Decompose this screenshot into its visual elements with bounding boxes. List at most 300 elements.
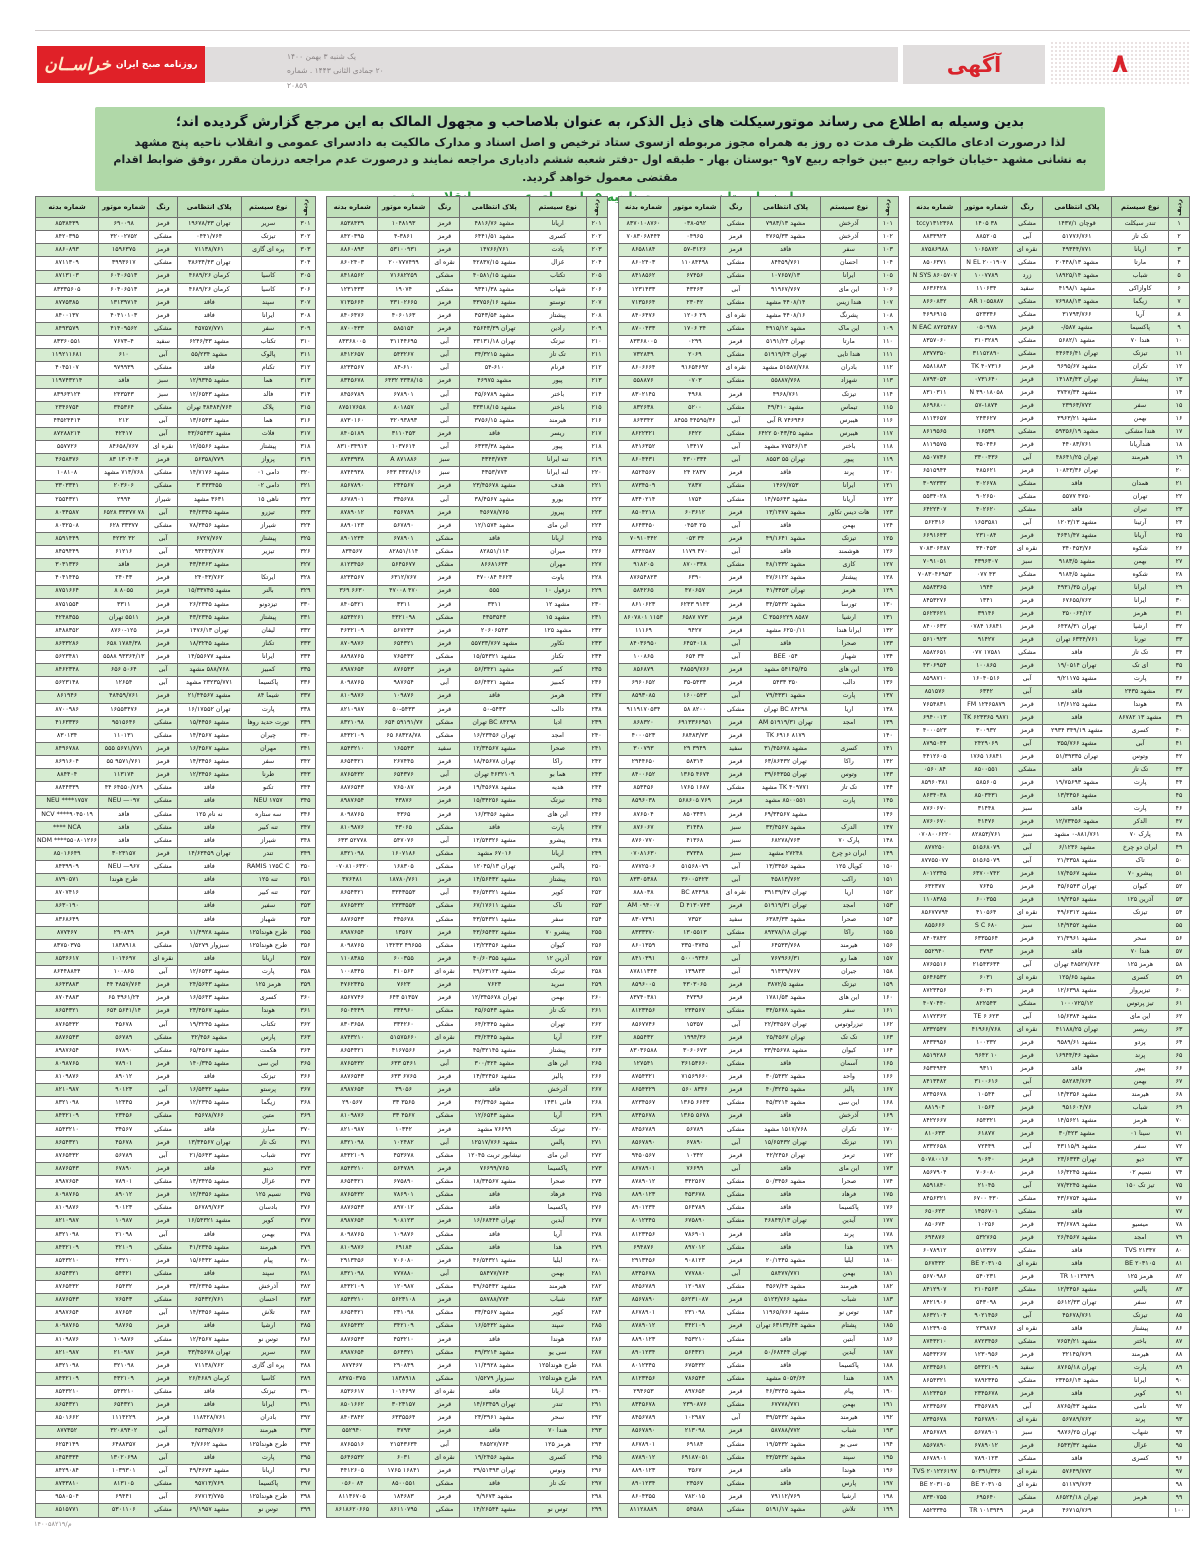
table-cell: ۸۹۸۷۶۵۴ (327, 795, 378, 808)
table-cell: نقره ای (1012, 907, 1042, 920)
table-cell: ۱۱۶ (877, 414, 898, 427)
table-cell: ۸۸۷۶۵۴۳ (36, 1031, 99, 1044)
table-cell: مشهد ۲۰/۱۳۴۵ (751, 1254, 821, 1267)
table-cell: احسان (241, 1294, 295, 1307)
table-row (327, 782, 607, 795)
table-cell: ۸۵۶۷۷۴۶ (327, 992, 378, 1005)
table-cell: ۵۱۱۷۹/۷۶۴ (1042, 1479, 1112, 1492)
table-cell: ۹۱۴۳ ۶۲۳۳ (669, 598, 721, 611)
table-cell: مشکی (721, 559, 751, 572)
table-cell: ۸۵۹۶۰۰۵ (618, 979, 669, 992)
table-cell: سفر (241, 323, 295, 336)
table-cell: امجد (821, 716, 878, 729)
table-cell: مشهد ۳۴/۵۴۳۲ (751, 598, 821, 611)
table-cell: ۵۱۷۷۶/۷۶۱ (1042, 231, 1112, 244)
table-cell: ۷۷ (1169, 1206, 1190, 1219)
table-cell: ۸۵۲۳۳۴۵ (909, 1505, 960, 1518)
table-cell: مشهد ۱۲/۶۳۹۸ (1042, 985, 1112, 998)
table-cell: هما (241, 414, 295, 427)
table-row (36, 598, 316, 611)
table-cell: تهران ۳۹/۵۱۳۹۳ (459, 1464, 529, 1477)
table-cell: قرمز (1012, 1050, 1042, 1063)
table-cell: ۱۰ (1169, 335, 1190, 348)
table-cell: D ۴۱۳۰۷۴۳ (669, 900, 721, 913)
table-cell: مشهد ۳۳/۲۳۴۵ (177, 1281, 241, 1294)
table-row (909, 426, 1189, 439)
table-row (36, 1149, 316, 1162)
table-cell: ۲۰۳ (586, 244, 607, 257)
table-cell: ۳۶۵ (295, 1058, 316, 1071)
table-cell: ۸۵۸۱۸۸۴ (909, 361, 960, 374)
table-cell: ۸۵۰۱۶۶۴۹ (36, 848, 99, 861)
table-cell: ۸۳۲۱۰۹۸ (36, 1359, 99, 1372)
vehicle-table-group-4 (35, 196, 316, 1518)
table-cell: تهران ۴۶۸۴۴/۱۳ (751, 1215, 821, 1228)
table-cell: مشهد ۶۹/۳۴۵۶۷ (751, 808, 821, 821)
table-cell: آبی (1012, 1180, 1042, 1193)
table-cell: ۱۰۳ (877, 244, 898, 257)
table-cell: ۳۹۸ (295, 1491, 316, 1504)
table-cell: ایرتکا (241, 572, 295, 585)
table-cell: این مای (529, 519, 586, 532)
table-cell (149, 887, 177, 900)
table-cell: مشهد ۷۷/۳۲۴۵ (1042, 1180, 1112, 1193)
table-cell: ۸۵۰۱۶۶۲ (327, 1399, 378, 1412)
table-cell: ۸۴۱۲۹۰۷ (909, 1284, 960, 1297)
table-cell: ۳۲۶ (295, 546, 316, 559)
table-cell: تهران ۱۲۰۴۵/۱۳ (459, 861, 529, 874)
notice-box (95, 107, 1105, 191)
table-row (909, 959, 1189, 972)
table-cell: ۳۹۲ (295, 1412, 316, 1425)
table-row (327, 244, 607, 257)
table-cell: آبی (721, 939, 751, 952)
table-cell: ۴۹ (1169, 842, 1190, 855)
table-cell: ۸۶۳۳۴۲ (618, 414, 669, 427)
table-cell (1112, 1505, 1169, 1518)
table-cell: ۲۶۷۴۴۵ (378, 756, 430, 769)
table-cell: راکا (821, 926, 878, 939)
table-cell: ۵۵۷۷۲۶ (36, 441, 99, 454)
table-row (327, 664, 607, 677)
table-cell: مشهد ۴۵۴۳/۵۴ (459, 309, 529, 322)
table-cell: تهران ۸۶۵۲۴/۱۸ (1042, 1492, 1112, 1505)
table-row (618, 323, 898, 336)
table-cell: نسیم ۱۲۵ (241, 1189, 295, 1202)
table-cell: مشهد ۶۷/۱۷۶۱۱ (459, 900, 529, 913)
table-cell: ۱۵۷ (877, 953, 898, 966)
table-cell: مشهد ۶/۱۲۳۶ (1042, 842, 1112, 855)
table-cell: مشکی (430, 716, 460, 729)
table-row (909, 1323, 1189, 1336)
table-cell: ۸۶۴۳۴۵۰ (618, 519, 669, 532)
table-cell: تیزتک (821, 1136, 878, 1149)
table-cell: ۷۷۷۸۸۰ (669, 1268, 721, 1281)
column-header: ردیف (877, 197, 898, 218)
table-cell: ۶ (1169, 283, 1190, 296)
column-header: پلاک انتظامی (1042, 197, 1112, 218)
table-cell: ۴۰۰۰۵۲۳ (909, 725, 960, 738)
table-cell: ۸۳۷۷۳۵۰ (909, 348, 960, 361)
table-cell: مشکی (149, 401, 177, 414)
table-cell: مشکی (149, 1110, 177, 1123)
table-cell: زیگما (241, 1097, 295, 1110)
table-cell: ۱۱۹۲۱۱۶۸۱ (36, 349, 99, 362)
table-cell: دینو (241, 1163, 295, 1176)
column-header: ردیف (586, 197, 607, 218)
table-cell: ۱۵۰ (877, 861, 898, 874)
table-cell: ۱۷۷ (877, 1215, 898, 1228)
table-cell: ۸۴۲۹۰۸۴ (36, 1464, 99, 1477)
table-cell: قرمز (430, 979, 460, 992)
table-cell: ۵۸۴۷۷/۷۶۴ (459, 1268, 529, 1281)
table-cell: قرمز (721, 611, 751, 624)
table-cell: ۴۳۴۳/۷۷۳ (459, 454, 529, 467)
table-cell: تهران ۵۵ ۸۵۵۳ (751, 454, 821, 467)
table-cell: هوندا (241, 1005, 295, 1018)
table-cell: تلاش (821, 1504, 878, 1518)
table-cell: ۸۴۰۰۶۳۲ (909, 621, 960, 634)
table-cell: نقره ای (430, 1386, 460, 1399)
table-cell: ۸۳۲۱۰۹۸ (327, 1136, 378, 1149)
table-cell: ۴۸ (1169, 829, 1190, 842)
table-row (36, 467, 316, 480)
table-cell: مشهد ۴/۷۶۶۲ (177, 1438, 241, 1451)
table-cell: مشهد ۲۴۳۵ (1112, 686, 1169, 699)
table-cell: ۳۵۷ (295, 953, 316, 966)
table-cell: ۶۶ (1169, 1063, 1190, 1076)
table-cell: مشهد ۱۳/۱۴۷۷ (751, 506, 821, 519)
table-cell: مشهد ۱۳/۳۴۲۵ (177, 1176, 241, 1189)
table-cell: باختر (529, 388, 586, 401)
table-cell: ۳۰۲۶۷۸ (960, 478, 1012, 491)
table-cell: ۴۱۹۶۶/۷۶۸ (960, 1024, 1012, 1037)
vehicle-table-group-2 (618, 196, 899, 1518)
table-cell: آبی (1012, 673, 1042, 686)
table-cell: نقره ای (721, 362, 751, 375)
table-cell: ۲۴۵ (586, 795, 607, 808)
table-cell: ۷۸۶۹۰۱ (378, 1189, 430, 1202)
table-row (327, 1504, 607, 1518)
table-cell: ۶۵۰۴۴۴۹ (327, 1005, 378, 1018)
table-row (36, 1281, 316, 1294)
table-row (36, 848, 316, 861)
table-cell: مشهد ۴۹۱۵/۱۲ (751, 323, 821, 336)
table-cell: تهران ۳۸۶۳۴/۴۳ (177, 257, 241, 270)
table-cell: تنه ایرانا (529, 454, 586, 467)
table-cell: tccy۱۳۱۲۳۶۸ (909, 218, 960, 231)
table-cell: تهران ۵۱/۳۹۳۳۵ (1042, 751, 1112, 764)
table-cell: ۲۹۹ (586, 1504, 607, 1518)
table-cell: مشهد ۳۶/۵۴۳۲۱ (459, 887, 529, 900)
table-row (36, 756, 316, 769)
table-cell: ۸۳۴۵۶۷۸ (327, 375, 378, 388)
table-cell: ۵۵۸۸۷۶ (618, 375, 669, 388)
table-cell: ۵۸۴۷۷/۷۷۱ (751, 1268, 821, 1281)
table-cell: ۸۱۲۳۹۰۵ (909, 1323, 960, 1336)
table-cell: ۲۸۶ (586, 1333, 607, 1346)
table-cell: ۱۳۰۲۰۶۹۸ (99, 1451, 149, 1464)
table-cell: این های (529, 808, 586, 821)
table-cell: ۸۱۳۱۰۵ (99, 1478, 149, 1491)
table-cell: ۶۴۲۲ (669, 428, 721, 441)
table-cell: توستو (529, 296, 586, 309)
table-cell: ۳۳۷ (295, 690, 316, 703)
table-row (909, 1089, 1189, 1102)
table-cell: ۸۳۱۰۳۱۱ (909, 387, 960, 400)
table-cell: ۵۲۳۳۴۶ (960, 309, 1012, 322)
table-cell: ۳۳۵۰۳۷۴۵ (669, 939, 721, 952)
table-cell: هرمز (1112, 1115, 1169, 1128)
table-cell: ۸۷۶۵۴۳۲ (36, 1281, 99, 1294)
table-cell: قرمز (1012, 322, 1042, 335)
table-row (36, 1464, 316, 1477)
table-cell: نقره ای (430, 966, 460, 979)
table-cell: هدا (529, 1241, 586, 1254)
table-cell: ۸۶۰۲۴۰۳ (327, 257, 378, 270)
table-cell: ۸۱۱۲۸۸۸۹ (618, 1504, 669, 1518)
table-cell: راکا (529, 756, 586, 769)
table-row (618, 1412, 898, 1425)
table-cell: مشهد ۶۴/۲۳۴۵ (459, 1018, 529, 1031)
table-cell: ۳۹۱ (295, 1399, 316, 1412)
table-cell: هرمز (821, 585, 878, 598)
table-cell: ۱۵۸ (877, 966, 898, 979)
table-cell: ۱۵۹۶۳۷۵ (99, 244, 149, 257)
table-cell: S C ۶۸۰ (960, 920, 1012, 933)
table-cell: پاکسیما (1112, 322, 1169, 335)
table-cell: ۱۸۳۸۹۱۸ (378, 1373, 430, 1386)
table-cell: مشهد ۲۳/۳۹۶۱ (459, 1412, 529, 1425)
table-cell: پارت (1112, 1362, 1169, 1375)
table-cell: ۰۴۴۱/۷۶۴ (177, 231, 241, 244)
table-cell: تلاش (241, 1307, 295, 1320)
table-cell: ایرانا (1112, 1375, 1169, 1388)
table-cell: ۱۷۹ (877, 1241, 898, 1254)
table-row (618, 992, 898, 1005)
table-cell: پیام (241, 1254, 295, 1267)
table-cell: ۹۱۱۹۱۷۰۵۳۴ (618, 703, 669, 716)
table-row (327, 979, 607, 992)
table-cell: تیزیر (241, 546, 295, 559)
table-cell: قرمز (721, 1044, 751, 1057)
table-cell: ۸۴۲۱۹۰۶ (909, 1297, 960, 1310)
table-cell: مشهد ۱۶/۳۴۵۶ (459, 808, 529, 821)
table-cell: فاقد (751, 467, 821, 480)
table-row (618, 519, 898, 532)
table-cell: طرح هوندا۱۲۵ (241, 1438, 295, 1451)
table-cell: مشکی (721, 926, 751, 939)
table-cell: فاقد (177, 1451, 241, 1464)
table-cell: فلات (241, 428, 295, 441)
table-cell: ۴۷ (1169, 816, 1190, 829)
table-cell: بادران (821, 362, 878, 375)
table-cell: راکا (821, 756, 878, 769)
table-cell: ۷۶۵۴۳ (99, 1294, 149, 1307)
table-cell: مشهد ۹/۲۱۱۷۵ (1042, 673, 1112, 686)
table-cell: ۱۶۲ (877, 1018, 898, 1031)
table-row (327, 1451, 607, 1464)
table-cell: ۲۲۰ (586, 467, 607, 480)
table-cell: ۸۷۷۴۶۷ (36, 926, 99, 939)
table-cell: ۵۸۵۶۰۵ (960, 777, 1012, 790)
table-cell: تکتاب (241, 336, 295, 349)
table-cell: مشهد ۱۳ ۸۶۷۸۲ (1112, 712, 1169, 725)
table-row (327, 1031, 607, 1044)
table-row (618, 1176, 898, 1189)
table-cell: آبی (721, 1136, 751, 1149)
vehicle-table-group-1 (909, 196, 1190, 1518)
table-cell: پره ای گازی (241, 244, 295, 257)
table-cell: ۸۷۰۴۸۸۳ (36, 992, 99, 1005)
table-cell: قرمز (149, 572, 177, 585)
table-cell: مشهد ۴۳/۲۳۴۵ (177, 611, 241, 624)
table-cell: ۸۱۰۹۸۷۶ (327, 821, 378, 834)
table-cell: ۰۷۰۸۱۶۳۰ (618, 848, 669, 861)
table-row (909, 504, 1189, 517)
table-cell: ۳۵۰ ۵۴۳۳ (751, 677, 821, 690)
table-cell: ۱۳۰۴۰۳ ۸۳ (99, 454, 149, 467)
table-cell: ۶۸۳۲۸/۷۸ ۶۵ (378, 729, 430, 742)
table-cell: ۳۱۵ (295, 401, 316, 414)
column-header: شماره بدنه (618, 197, 669, 218)
table-row (36, 1268, 316, 1281)
table-row (909, 1388, 1189, 1401)
table-row (327, 336, 607, 349)
table-cell: N ۳۹۰۱۸۰۵۸ (960, 387, 1012, 400)
table-row (618, 585, 898, 598)
table-row (327, 480, 607, 493)
table-cell: ۲۷۰ (586, 1123, 607, 1136)
table-cell: فاقد (459, 1333, 529, 1346)
table-row (618, 769, 898, 782)
table-cell: ۳۴۰ (295, 729, 316, 742)
table-cell: مشکی (430, 1320, 460, 1333)
table-row (909, 816, 1189, 829)
table-cell: دامی ۰۱ (241, 467, 295, 480)
table-cell: ۸۱۱۹۵۷۵ (909, 439, 960, 452)
table-cell: آبی (149, 414, 177, 427)
table-cell: مشهد ۷۸/۳۴۵۶ (177, 519, 241, 532)
table-cell: ۱۰۶۵۸۷۲ (960, 244, 1012, 257)
table-cell: ۸۸۷۶۵۴۳ (36, 1163, 99, 1176)
table-cell: ۸۵۰۶۳۷۱ (909, 257, 960, 270)
table-cell: ۵۵۱۱ تهران (99, 611, 149, 624)
table-cell: ۲۵۹ (586, 979, 607, 992)
table-cell: مشهد ۸۷۶۵/۴۳ (1042, 1401, 1112, 1414)
table-cell: تیزرو (241, 506, 295, 519)
table-cell: ۸۴۴۵۹/۷۶۱ (751, 257, 821, 270)
table-cell: مشهد ۴۳/۵۴۳۲ (751, 1451, 821, 1464)
table-cell: ۸۷۰۰۹۸۶ (36, 703, 99, 716)
table-cell: ۸۴۰۳۸۴۲ (327, 1412, 378, 1425)
table-row (909, 270, 1189, 283)
table-cell: ۸۹۸۷۶۵۴ (327, 1215, 378, 1228)
table-cell: سبز (721, 821, 751, 834)
table-cell: ۸۴۰۶۴۷۶ (618, 309, 669, 322)
table-cell: فاقد (1042, 1388, 1112, 1401)
table-cell: هیرمند (529, 414, 586, 427)
table-row (618, 1005, 898, 1018)
table-cell: قرمز (1012, 660, 1042, 673)
table-cell: یورو (529, 493, 586, 506)
table-cell: آریانا (1112, 530, 1169, 543)
table-cell: ۸۶۰۶۶۶۴ (618, 362, 669, 375)
table-row (618, 795, 898, 808)
table-cell: ۳۹۴ (295, 1438, 316, 1451)
table-cell: ۲۴۰۴۳ (99, 572, 149, 585)
table-cell: قرمز (149, 979, 177, 992)
table-cell: طرح هوندا۱۲۵ (529, 1373, 586, 1386)
table-cell: ۸۷۶۵۴۳۲ (36, 1149, 99, 1162)
table-cell: سریر (241, 1346, 295, 1359)
table-cell: مشهد ۱۹/۵۴۳۲ (751, 1438, 821, 1451)
table-cell: سفر (1112, 1141, 1169, 1154)
table-cell: قرمز (1012, 621, 1042, 634)
table-cell: ۸۴۰۶۴۷۶ (327, 309, 378, 322)
table-cell: ۸۷۶۵۴۳۲ (327, 769, 378, 782)
table-cell: آبی (721, 283, 751, 296)
table-cell: پیور (529, 441, 586, 454)
table-row (909, 1141, 1189, 1154)
table-cell: قرمز (149, 690, 177, 703)
table-cell: کسری (1112, 725, 1169, 738)
table-cell: آبی (149, 1307, 177, 1320)
table-cell: آبی (149, 1464, 177, 1477)
table-cell: ۶۶۴۳ ۱۳۶۵ (669, 1097, 721, 1110)
table-cell: قرمز (1012, 894, 1042, 907)
table-cell: ۳۴ ۶۵۴ (669, 651, 721, 664)
table-cell: ۵۶۲۳۴۸۱ (36, 651, 99, 664)
table-cell: ۸۶۰۴۴۳۱ (618, 454, 669, 467)
table-cell: مشکی (430, 546, 460, 559)
table-cell: ۸۷۷۵۳۸۵ (36, 296, 99, 309)
table-cell: ۸۸۷۶۵۴۳ (327, 1333, 378, 1346)
table-cell: ۷۰۸۳۰۴۶۹۵۳ (909, 569, 960, 582)
table-cell: سفید (721, 743, 751, 756)
table-cell: مشکی (1012, 309, 1042, 322)
table-cell: هما بو (529, 769, 586, 782)
table-cell: مشکی (149, 257, 177, 270)
column-header: رنگ (149, 197, 177, 218)
table-cell: فاقد (177, 900, 241, 913)
table-cell: فاقد (459, 1425, 529, 1438)
table-cell: ۲۲۹ (586, 585, 607, 598)
table-cell: ۵۴۰۲۳۱ (960, 1271, 1012, 1284)
table-cell: ۸۳۳۳۳۷۰ (618, 926, 669, 939)
table-cell: ۸۵۳۸۴۳۹ (36, 218, 99, 231)
table-cell: سبز (1012, 803, 1042, 816)
table-cell: ۱۰ ۹۶۴۲ (960, 1050, 1012, 1063)
table-row (909, 985, 1189, 998)
table-cell: کیوان (1112, 881, 1169, 894)
table-cell: مشکی (430, 611, 460, 624)
table-cell: مشهد ۱۲/۴۵۶۷ (177, 1333, 241, 1346)
table-cell: ۳۰ (1169, 595, 1190, 608)
table-cell: ۸۵۸۳۳۶۵ (909, 582, 960, 595)
table-cell: ۱۹۶ (877, 1464, 898, 1477)
table-cell: ۸۵۶۸۷۹ (618, 664, 669, 677)
table-cell: هوشمند (821, 546, 878, 559)
table-cell: ۸۰۹۸۷۶۵ (327, 677, 378, 690)
table-cell: آیدین (529, 1215, 586, 1228)
table-cell: ۶۵۴۳۲۱ (99, 1399, 149, 1412)
table-cell: هندآریانا (1112, 439, 1169, 452)
table-cell: غزال (241, 1176, 295, 1189)
table-cell: سبز (430, 454, 460, 467)
table-cell: ۸۶ (1169, 1323, 1190, 1336)
table-cell: مشهد ۴۳۱۱۵/۹ (1042, 1141, 1112, 1154)
